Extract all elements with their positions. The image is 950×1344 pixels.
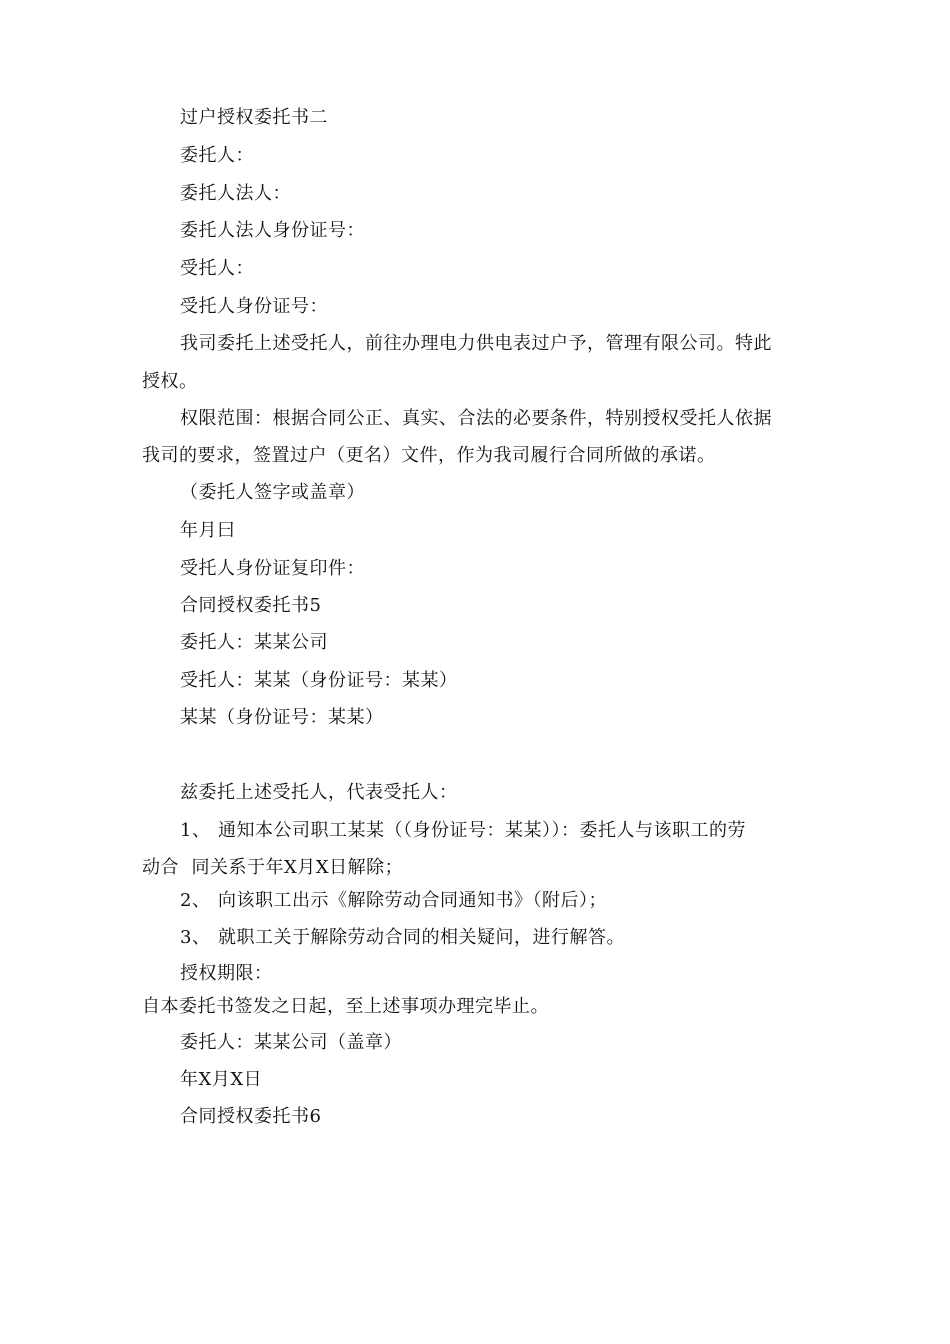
agent-line: 受托人： <box>180 258 254 279</box>
list-number: 2、 <box>180 890 211 911</box>
id-copy-line: 受托人身份证复印件： <box>180 558 365 579</box>
list-item-text: 通知本公司职工某某（（身份证号：某某））：委托人与该职工的劳 <box>218 820 746 841</box>
list-item-text: 向该职工出示《解除劳动合同通知书》（附后）； <box>218 890 607 911</box>
section-heading-5: 合同授权委托书5 <box>180 595 322 616</box>
list-number: 1、 <box>180 820 211 841</box>
term-heading: 授权期限： <box>180 963 273 984</box>
scope-paragraph-line-2: 我司的要求，签置过户（更名）文件，作为我司履行合同所做的承诺。 <box>142 445 716 466</box>
list-item-text: 就职工关于解除劳动合同的相关疑问，进行解答。 <box>218 927 625 948</box>
agent-detail-line-2: 某某（身份证号：某某） <box>180 707 384 728</box>
list-item-1-continuation: 动合 同关系于年X月X日解除； <box>142 857 404 878</box>
list-item-2 <box>180 889 607 913</box>
delegation-intro-line: 兹委托上述受托人，代表受托人： <box>180 782 458 803</box>
principal-legal-rep-line: 委托人法人： <box>180 183 291 204</box>
scope-paragraph-line-1: 权限范围：根据合同公正、真实、合法的必要条件，特别授权受托人依据 <box>180 408 772 429</box>
authorization-paragraph-line-2: 授权。 <box>142 371 198 392</box>
principal-seal-line: 委托人：某某公司（盖章） <box>180 1032 402 1053</box>
principal-legal-rep-id-line: 委托人法人身份证号： <box>180 220 365 241</box>
principal-line: 委托人： <box>180 145 254 166</box>
section-heading-6: 合同授权委托书6 <box>180 1106 322 1127</box>
list-item-1 <box>180 819 746 843</box>
date-line-2: 年X月X日 <box>180 1069 263 1090</box>
document-title: 过户授权委托书二 <box>180 107 328 128</box>
date-line: 年月曰 <box>180 520 236 541</box>
agent-detail-line: 受托人：某某（身份证号：某某） <box>180 670 458 691</box>
agent-id-line: 受托人身份证号： <box>180 296 328 317</box>
principal-company-line: 委托人：某某公司 <box>180 632 328 653</box>
signature-note: （委托人签字或盖章） <box>180 482 365 503</box>
list-number: 3、 <box>180 927 211 948</box>
authorization-paragraph-line-1: 我司委托上述受托人，前往办理电力供电表过户予，管理有限公司。特此 <box>180 333 772 354</box>
term-text: 自本委托书签发之日起，至上述事项办理完毕止。 <box>142 996 549 1017</box>
list-item-3 <box>180 926 625 950</box>
